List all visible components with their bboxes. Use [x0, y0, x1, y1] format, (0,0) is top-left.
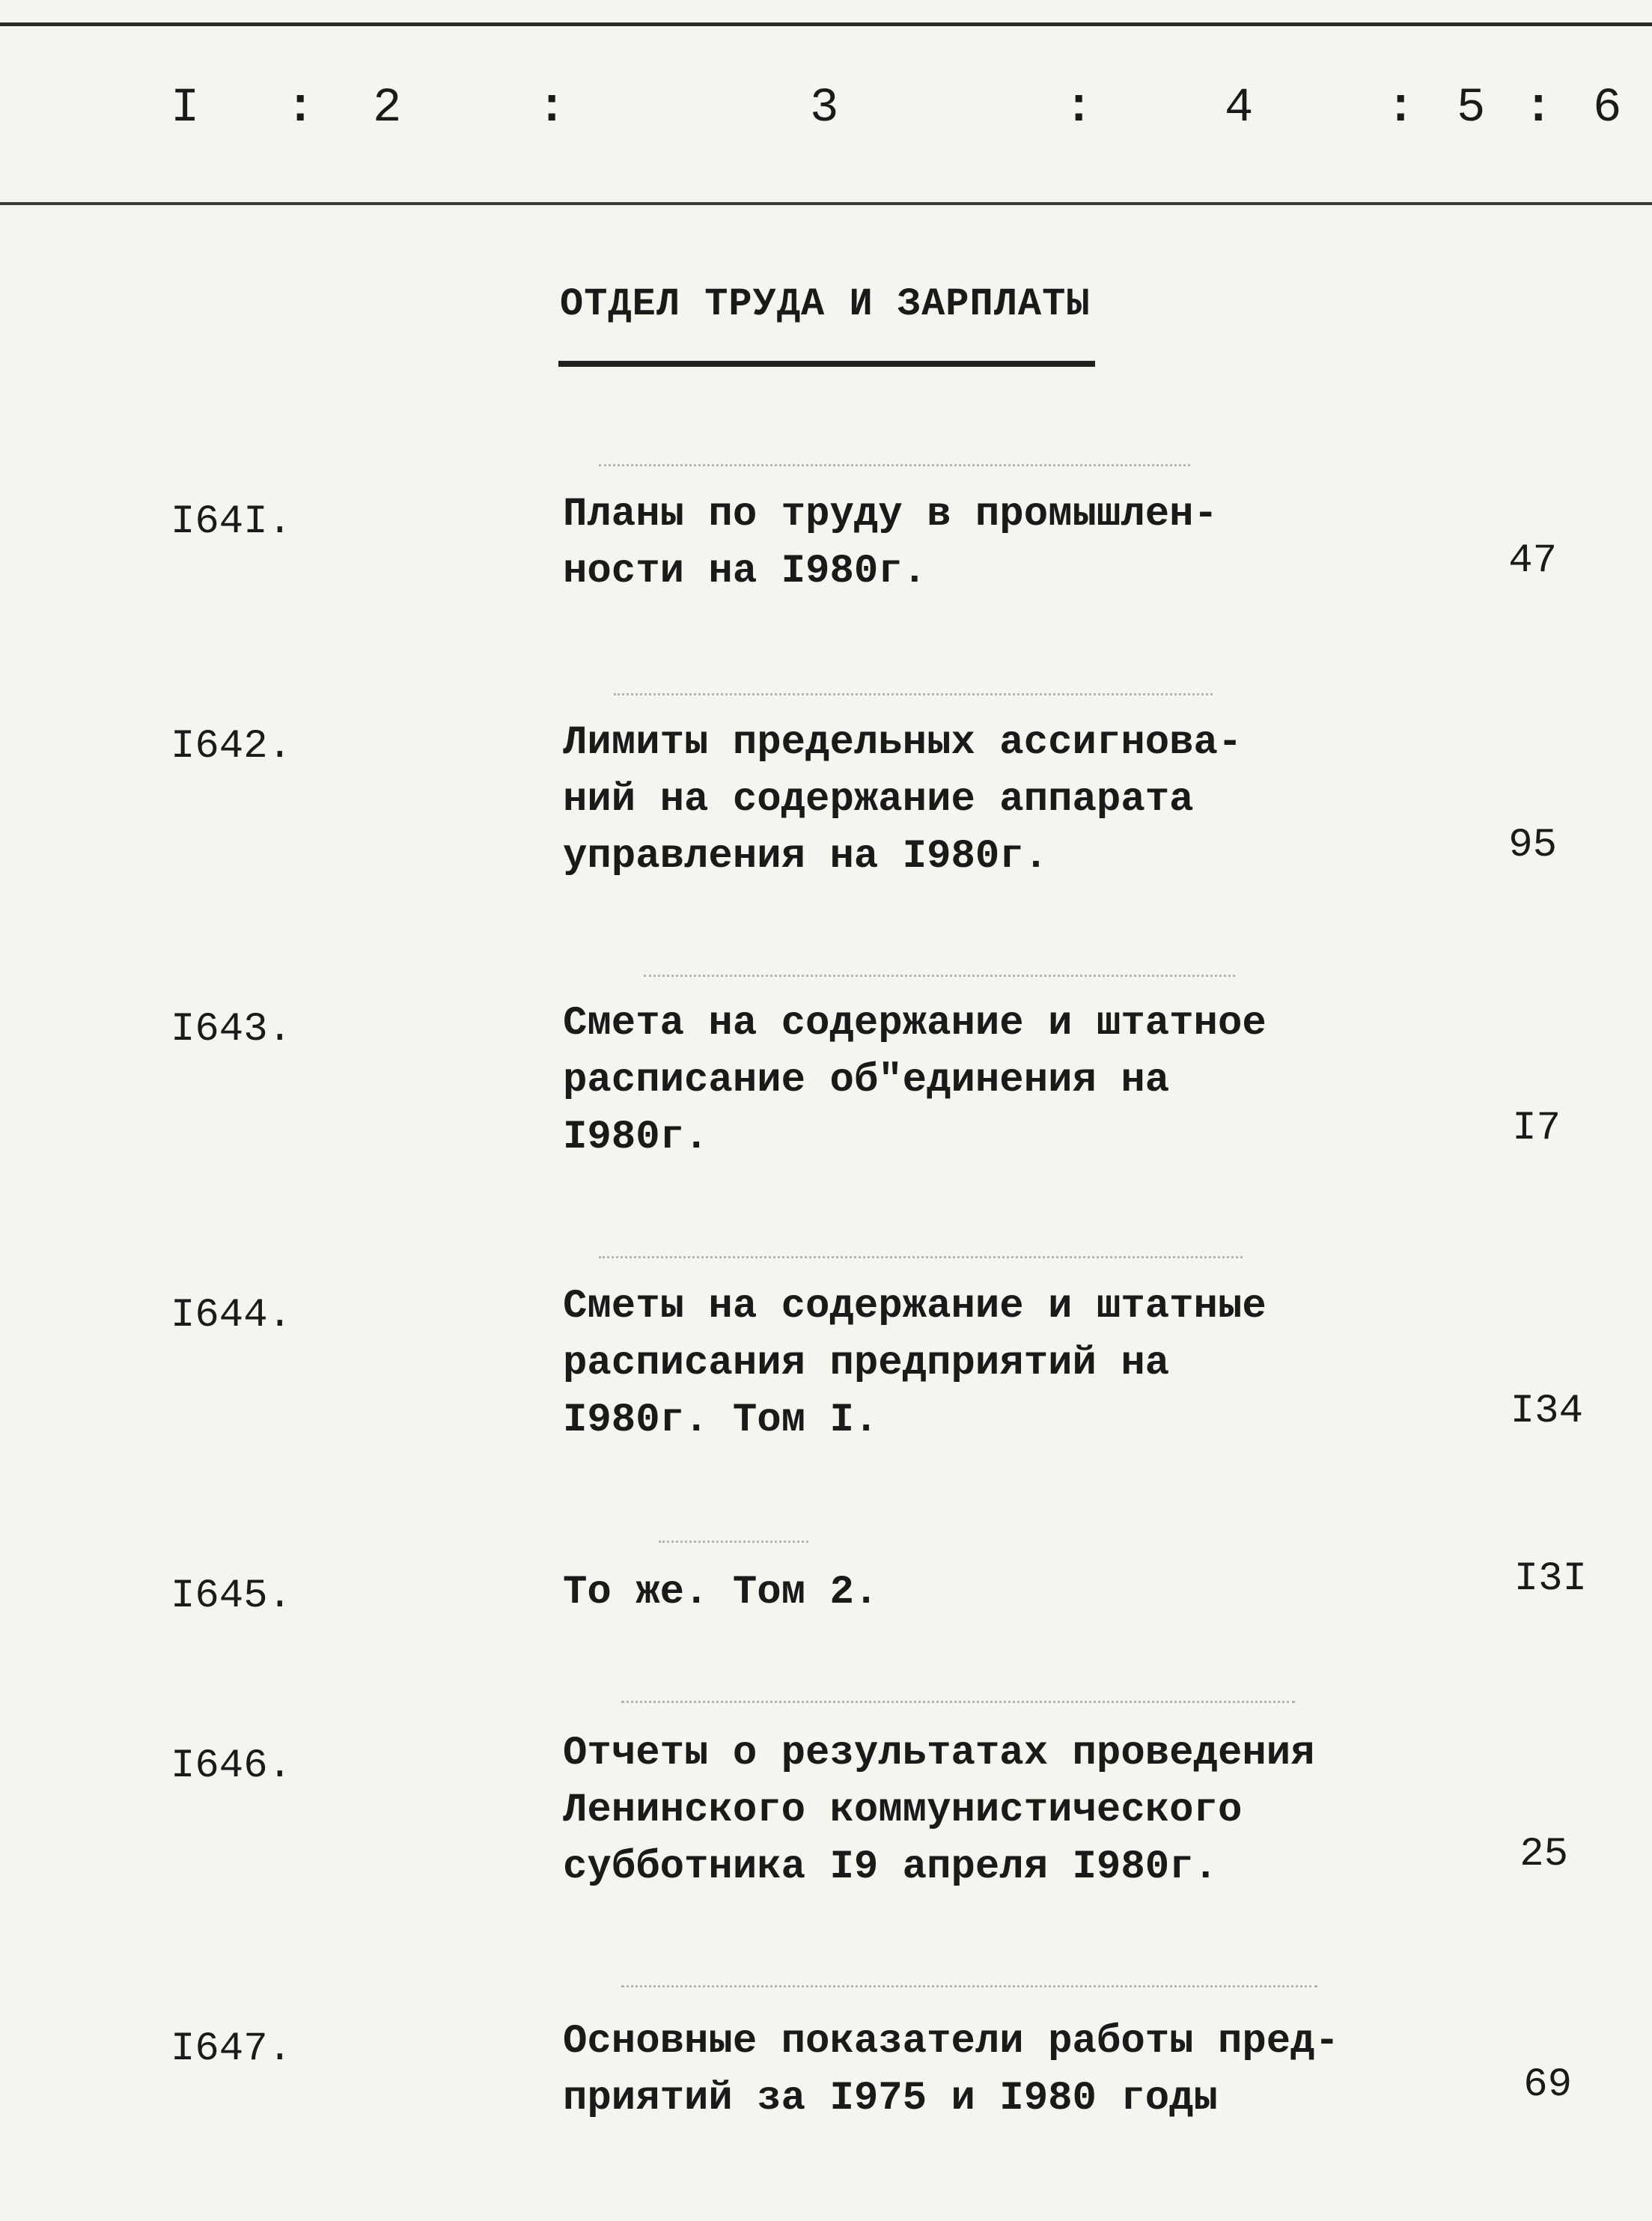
entry-title-line: управления на I980г. — [563, 834, 1049, 880]
entry-title-line: Сметы на содержание и штатные — [563, 1284, 1267, 1329]
entry-title-line: Ленинского коммунистического — [563, 1788, 1243, 1833]
entry-sheet-count: 47 — [1508, 538, 1557, 584]
entry-title — [563, 487, 1349, 600]
entry-title-line: I980г. Том I. — [563, 1398, 879, 1443]
entry-title-line: ний на содержание аппарата — [563, 777, 1194, 823]
dotted-separator — [621, 1985, 1317, 1987]
entry-number: I646. — [171, 1743, 293, 1789]
entry-title-line: Планы по труду в промышлен- — [563, 492, 1218, 537]
column-separator: : — [1524, 82, 1553, 135]
column-separator: : — [1386, 82, 1415, 135]
entry-number: I64I. — [171, 499, 293, 545]
entry-sheet-count: I7 — [1512, 1106, 1561, 1151]
entry-title-line: Смета на содержание и штатное — [563, 1001, 1267, 1046]
dotted-separator — [599, 464, 1190, 466]
header-bottom-rule — [0, 202, 1652, 205]
entry-title — [563, 1725, 1349, 1896]
entry-title-line: Лимиты предельных ассигнова- — [563, 720, 1243, 766]
column-header-5: 5 — [1457, 82, 1486, 135]
entry-title — [563, 2014, 1349, 2127]
dotted-separator — [599, 1256, 1243, 1258]
entry-title-line: То же. Том 2. — [563, 1570, 879, 1615]
column-separator: : — [286, 82, 315, 135]
column-separator: : — [537, 82, 567, 135]
column-header-4: 4 — [1225, 82, 1254, 135]
section-title: ОТДЕЛ ТРУДА И ЗАРПЛАТЫ — [560, 282, 1091, 326]
section-underline — [558, 361, 1095, 367]
entry-sheet-count: I3I — [1514, 1556, 1587, 1602]
entry-sheet-count: 69 — [1523, 2062, 1572, 2108]
entry-number: I645. — [171, 1573, 293, 1619]
column-header-3: 3 — [810, 82, 839, 135]
dotted-separator — [621, 1701, 1295, 1703]
entry-title-line: приятий за I975 и I980 годы — [563, 2076, 1218, 2121]
entry-title — [563, 1279, 1349, 1449]
entry-number: I647. — [171, 2026, 293, 2072]
entry-title — [563, 996, 1349, 1166]
column-header-6: 6 — [1593, 82, 1622, 135]
entry-title-line: субботника I9 апреля I980г. — [563, 1844, 1218, 1890]
entry-title-line: расписания предприятий на — [563, 1341, 1170, 1386]
entry-title — [563, 1565, 1349, 1621]
entry-sheet-count: I34 — [1510, 1389, 1583, 1434]
dotted-separator — [659, 1541, 808, 1543]
entry-title-line: I980г. — [563, 1115, 709, 1160]
column-separator: : — [1064, 82, 1094, 135]
top-rule — [0, 22, 1652, 26]
entry-title-line: Отчеты о результатах проведения — [563, 1731, 1315, 1776]
entry-number: I642. — [171, 724, 293, 770]
entry-number: I643. — [171, 1007, 293, 1052]
column-header-1: I — [171, 82, 200, 135]
entry-sheet-count: 95 — [1508, 823, 1557, 868]
dotted-separator — [614, 693, 1213, 695]
column-header-2: 2 — [373, 82, 402, 135]
entry-title-line: Основные показатели работы пред- — [563, 2019, 1339, 2065]
entry-title-line: расписание об"единения на — [563, 1058, 1170, 1103]
dotted-separator — [644, 975, 1235, 977]
entry-number: I644. — [171, 1293, 293, 1338]
entry-sheet-count: 25 — [1520, 1832, 1568, 1877]
entry-title-line: ности на I980г. — [563, 549, 927, 594]
entry-title — [563, 715, 1349, 886]
